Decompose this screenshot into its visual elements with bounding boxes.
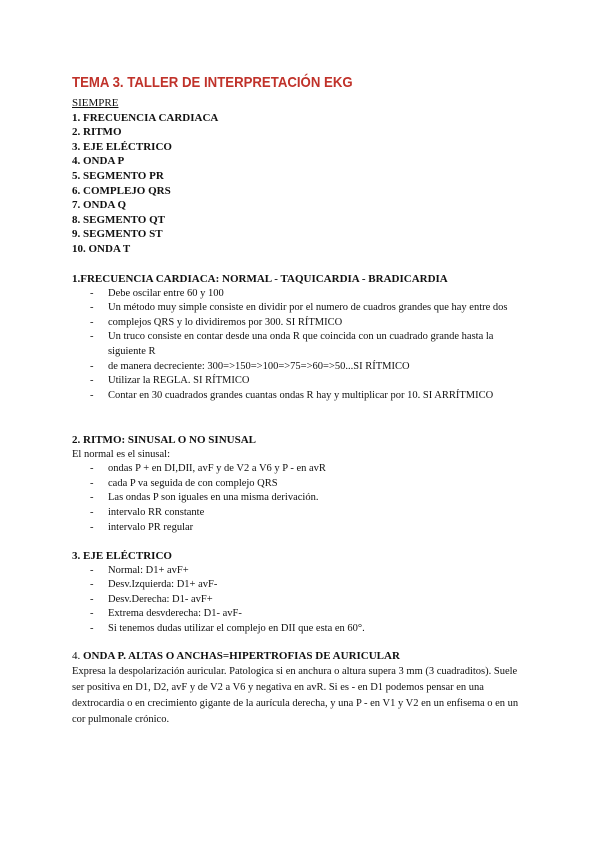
list-item: - ondas P + en DI,DII, avF y de V2 a V6 y P - en avR [72, 462, 532, 477]
dash-bullet-icon: - [90, 492, 94, 504]
list-item: - Un método muy simple consiste en dividir por el numero de cuadros grandes que hay entre dos [72, 301, 532, 316]
list-item: - de manera decreciente: 300=>150=>100=>75=>60=>50...SI RÍTMICO [72, 360, 532, 375]
siempre-item: 3. EJE ELÉCTRICO [72, 140, 172, 153]
section-heading: 2. RITMO: SINUSAL O NO SINUSAL [72, 434, 256, 446]
dash-bullet-icon: - [90, 593, 94, 605]
dash-bullet-icon: - [90, 521, 94, 533]
list-item: - Contar en 30 cuadrados grandes cuantas ondas R hay y multiplicar por 10. SI ARRÍTMICO [72, 389, 532, 404]
list-item: - Extrema desvderecha: D1- avF- [72, 607, 532, 622]
siempre-label: SIEMPRE [72, 97, 119, 109]
dash-bullet-icon: - [90, 463, 94, 475]
bullet-list [72, 287, 532, 404]
list-item: - Las ondas P son iguales en una misma derivación. [72, 491, 532, 506]
section-number: 4. [72, 650, 81, 662]
section-heading: 3. EJE ELÉCTRICO [72, 550, 172, 562]
dash-bullet-icon: - [90, 302, 94, 314]
dash-bullet-icon: - [90, 608, 94, 620]
siempre-item: 1. FRECUENCIA CARDIACA [72, 111, 219, 124]
list-item: - Un truco consiste en contar desde una onda R que coincida con un cuadrado grande hasta la siguiente R [90, 331, 494, 357]
dash-bullet-icon: - [90, 360, 94, 372]
document-title: TEMA 3. TALLER DE INTERPRETACIÓN EKG [72, 74, 353, 91]
list-item: - complejos QRS y lo dividiremos por 300. SI RÍTMICO [72, 316, 532, 331]
list-item: - intervalo PR regular [72, 521, 532, 536]
section-eje [72, 549, 532, 637]
bullet-list [72, 564, 532, 637]
dash-bullet-icon: - [90, 331, 94, 343]
section-heading: 1.FRECUENCIA CARDIACA: NORMAL - TAQUICARDIA - BRADICARDIA [72, 273, 448, 285]
list-item: - Normal: D1+ avF+ [72, 564, 532, 579]
bullet-list [72, 462, 532, 535]
dash-bullet-icon: - [90, 579, 94, 591]
section-heading-text: ONDA P. ALTAS O ANCHAS=HIPERTROFIAS DE AURICULAR [83, 650, 400, 662]
list-item: - cada P va seguida de con complejo QRS [72, 477, 532, 492]
dash-bullet-icon: - [90, 287, 94, 299]
dash-bullet-icon: - [90, 564, 94, 576]
dash-bullet-icon: - [90, 477, 94, 489]
siempre-item: 2. RITMO [72, 126, 122, 139]
siempre-item: 8. SEGMENTO QT [72, 213, 166, 226]
siempre-item: 4. ONDA P [72, 155, 125, 168]
siempre-item: 7. ONDA Q [72, 199, 127, 212]
section-frecuencia [72, 272, 532, 403]
list-item: - Utilizar la REGLA. SI RÍTMICO [72, 374, 532, 389]
dash-bullet-icon: - [90, 622, 94, 634]
dash-bullet-icon: - [90, 375, 94, 387]
section-intro: El normal es el sinusal: [72, 448, 170, 460]
siempre-item: 5. SEGMENTO PR [72, 169, 164, 182]
list-item: - Debe oscilar entre 60 y 100 [72, 287, 532, 302]
list-item: - intervalo RR constante [72, 506, 532, 521]
siempre-item: 6. COMPLEJO QRS [72, 184, 171, 197]
section-paragraph: Expresa la despolarización auricular. Patologica si en anchura o altura supera 3 mm (3 cuadraditos). Suele ser positiva en D1, D2, avF y de V2 a V6 y negativa en avR. Si es - en D1 podemos pensar en una dextrocardia o en crecimiento gigante de la aurícula derecha, y una P - en V1 y V2 en un enfisema o en un cor pulmonale crónico. [72, 665, 519, 725]
siempre-item: 9. SEGMENTO ST [72, 228, 163, 241]
siempre-block [72, 96, 532, 257]
list-item: - Desv.Izquierda: D1+ avF- [72, 578, 532, 593]
section-ritmo [72, 433, 532, 535]
dash-bullet-icon: - [90, 389, 94, 401]
section-heading [72, 649, 530, 664]
dash-bullet-icon: - [90, 506, 94, 518]
list-item: - Si tenemos dudas utilizar el complejo en DII que esta en 60°. [72, 622, 532, 637]
siempre-item: 10. ONDA T [72, 242, 131, 255]
dash-bullet-icon: - [90, 316, 94, 328]
list-item: - Desv.Derecha: D1- avF+ [72, 593, 532, 608]
section-onda-p [72, 649, 530, 728]
